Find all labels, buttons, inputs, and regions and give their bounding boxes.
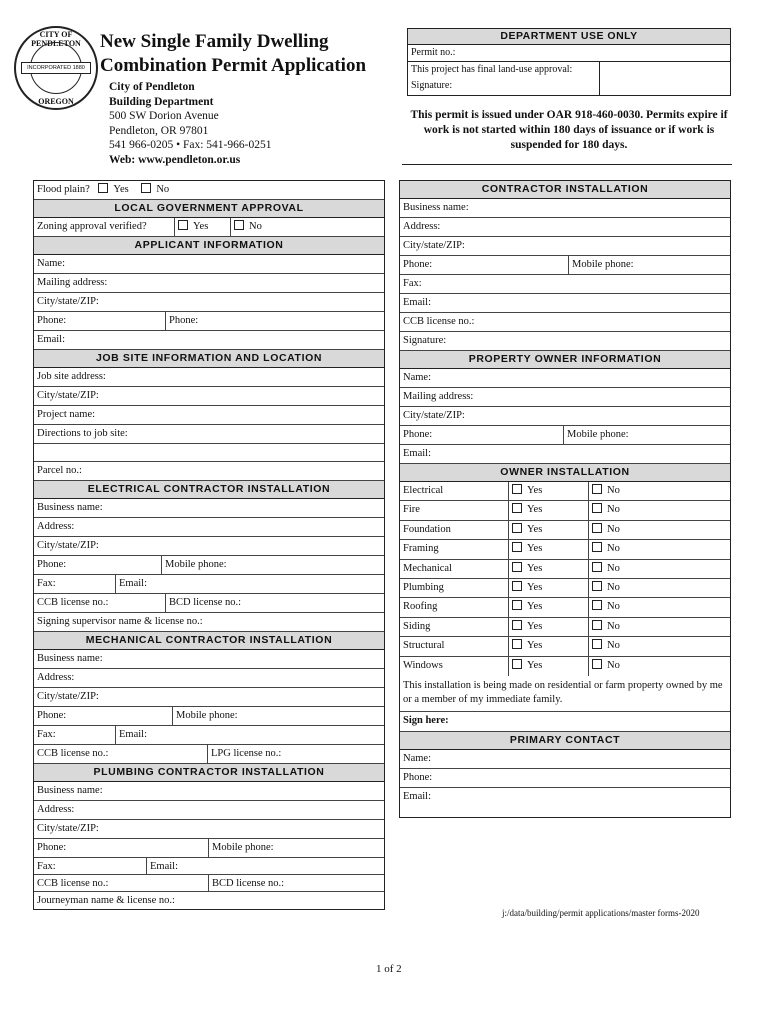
department-name: Building Department [109, 95, 214, 108]
owner-mobile-field[interactable]: Mobile phone: [563, 426, 629, 444]
plumb-journeyman-field[interactable]: Journeyman name & license no.: [37, 895, 175, 906]
owner-sign-here-field[interactable]: Sign here: [400, 712, 730, 732]
form-title [100, 30, 366, 78]
yes-label: Yes [527, 504, 543, 516]
owner-mailing-field[interactable]: Mailing address: [400, 388, 730, 407]
yes-label: Yes [527, 659, 543, 671]
elec-business-field[interactable]: Business name: [34, 499, 384, 518]
owner-install-label: Structural [403, 640, 445, 652]
seal-band: INCORPORATED 1880 [21, 62, 91, 74]
no-label: No [607, 562, 620, 574]
land-use-approval-field[interactable]: This project has final land-use approval: [411, 64, 573, 75]
contr-mobile-field[interactable]: Mobile phone: [568, 256, 634, 274]
phone-fax: 541 966-0205 • Fax: 541-966-0251 [109, 139, 272, 151]
elec-city-field[interactable]: City/state/ZIP: [34, 537, 384, 556]
owner-installation-list [400, 482, 730, 676]
applicant-city-field[interactable]: City/state/ZIP: [34, 293, 384, 312]
owner-install-yes-checkbox[interactable] [512, 503, 522, 513]
owner-install-label: Plumbing [403, 581, 444, 593]
owner-install-label: Siding [403, 620, 431, 632]
elec-phone-field[interactable]: Phone: [37, 559, 67, 570]
mech-business-field[interactable]: Business name: [34, 650, 384, 669]
owner-install-row [400, 521, 730, 540]
owner-install-row [400, 501, 730, 520]
owner-install-no-checkbox[interactable] [592, 523, 602, 533]
flood-no-checkbox[interactable] [141, 183, 151, 193]
parcel-no-field[interactable]: Parcel no.: [34, 462, 384, 481]
elec-fax-field[interactable]: Fax: [37, 578, 56, 589]
plumb-city-field[interactable]: City/state/ZIP: [34, 820, 384, 839]
city-state-zip: Pendleton, OR 97801 [109, 124, 209, 137]
yes-label: Yes [527, 543, 543, 555]
contr-address-field[interactable]: Address: [400, 218, 730, 237]
department-use-heading: DEPARTMENT USE ONLY [408, 29, 730, 45]
plumb-business-field[interactable]: Business name: [34, 782, 384, 801]
directions-field[interactable]: Directions to job site: [34, 425, 384, 444]
owner-install-no-checkbox[interactable] [592, 581, 602, 591]
flood-yes-checkbox[interactable] [98, 183, 108, 193]
plumb-mobile-field[interactable]: Mobile phone: [208, 839, 274, 857]
plumb-fax-field[interactable]: Fax: [37, 861, 56, 872]
permit-no-field[interactable]: Permit no.: [408, 45, 730, 62]
owner-install-row [400, 657, 730, 676]
owner-heading: PROPERTY OWNER INFORMATION [400, 351, 730, 369]
street-address: 500 SW Dorion Avenue [109, 110, 219, 122]
department-use-box [407, 28, 731, 96]
page-number: 1 of 2 [376, 963, 402, 975]
title-line-2: Combination Permit Application [100, 55, 367, 76]
owner-install-yes-checkbox[interactable] [512, 523, 522, 533]
elec-supervisor-field[interactable]: Signing supervisor name & license no.: [34, 613, 384, 632]
no-label: No [607, 620, 620, 632]
owner-name-field[interactable]: Name: [400, 369, 730, 388]
plumb-bcd-field[interactable]: BCD license no.: [208, 875, 284, 891]
owner-install-label: Roofing [403, 601, 438, 613]
dept-signature-field[interactable]: Signature: [411, 80, 453, 91]
owner-install-no-checkbox[interactable] [592, 659, 602, 669]
owner-install-row [400, 579, 730, 598]
elec-email-field[interactable]: Email: [115, 575, 147, 593]
owner-install-yes-checkbox[interactable] [512, 639, 522, 649]
contr-email-field[interactable]: Email: [400, 294, 730, 313]
jobsite-heading: JOB SITE INFORMATION AND LOCATION [34, 350, 384, 368]
no-label: No [607, 601, 620, 613]
zoning-no-checkbox[interactable] [234, 220, 244, 230]
mech-city-field[interactable]: City/state/ZIP: [34, 688, 384, 707]
owner-install-no-checkbox[interactable] [592, 639, 602, 649]
local-government-heading: LOCAL GOVERNMENT APPROVAL [34, 200, 384, 218]
directions-line-2[interactable] [34, 444, 384, 462]
owner-install-no-checkbox[interactable] [592, 484, 602, 494]
divider [402, 164, 732, 165]
owner-installation-heading: OWNER INSTALLATION [400, 464, 730, 482]
applicant-mailing-field[interactable]: Mailing address: [34, 274, 384, 293]
owner-install-label: Mechanical [403, 562, 452, 574]
no-label: No [607, 581, 620, 593]
owner-email-field[interactable]: Email: [400, 445, 730, 464]
primary-contact-heading: PRIMARY CONTACT [400, 732, 730, 750]
applicant-phone2-field[interactable]: Phone: [165, 312, 198, 330]
flood-plain-row: Flood plain? Yes No [34, 181, 384, 200]
zoning-yes-checkbox[interactable] [178, 220, 188, 230]
owner-install-no-checkbox[interactable] [592, 562, 602, 572]
elec-mobile-field[interactable]: Mobile phone: [161, 556, 227, 574]
mech-fax-field[interactable]: Fax: [37, 729, 56, 740]
owner-install-label: Windows [403, 659, 443, 671]
owner-install-no-checkbox[interactable] [592, 542, 602, 552]
primary-name-field[interactable]: Name: [400, 750, 730, 769]
contr-signature-field[interactable]: Signature: [400, 332, 730, 351]
owner-install-yes-checkbox[interactable] [512, 484, 522, 494]
owner-install-row [400, 598, 730, 617]
yes-label: Yes [527, 620, 543, 632]
plumb-phone-field[interactable]: Phone: [37, 842, 67, 853]
owner-install-row [400, 637, 730, 656]
yes-label: Yes [527, 581, 543, 593]
mech-phone-field[interactable]: Phone: [37, 710, 67, 721]
contr-business-field[interactable]: Business name: [400, 199, 730, 218]
owner-install-no-checkbox[interactable] [592, 503, 602, 513]
owner-install-yes-checkbox[interactable] [512, 581, 522, 591]
owner-install-row [400, 482, 730, 501]
file-path-footer: j:/data/building/permit applications/master forms-2020 [502, 908, 700, 918]
owner-install-no-checkbox[interactable] [592, 600, 602, 610]
primary-email-field[interactable]: Email: [403, 790, 431, 802]
yes-label: Yes [527, 601, 543, 613]
contr-city-field[interactable]: City/state/ZIP: [400, 237, 730, 256]
city-address-block [109, 80, 271, 167]
city-name: City of Pendleton [109, 81, 195, 93]
left-column-form [33, 180, 385, 910]
right-column-form [399, 180, 731, 818]
no-label: No [607, 523, 620, 535]
elec-bcd-field[interactable]: BCD license no.: [165, 594, 241, 612]
yes-label: Yes [527, 562, 543, 574]
primary-phone-field[interactable]: Phone: [400, 769, 730, 788]
contr-fax-field[interactable]: Fax: [400, 275, 730, 294]
jobsite-city-field[interactable]: City/state/ZIP: [34, 387, 384, 406]
no-label: No [607, 504, 620, 516]
seal-bottom-text: OREGON [38, 97, 74, 106]
owner-install-yes-checkbox[interactable] [512, 600, 522, 610]
plumb-ccb-field[interactable]: CCB license no.: [37, 878, 109, 889]
no-label: No [607, 659, 620, 671]
seal-top-text: CITY OF PENDLETON [31, 30, 81, 48]
contr-ccb-field[interactable]: CCB license no.: [400, 313, 730, 332]
plumbing-heading: PLUMBING CONTRACTOR INSTALLATION [34, 764, 384, 782]
jobsite-address-field[interactable]: Job site address: [34, 368, 384, 387]
plumb-email-field[interactable]: Email: [146, 858, 178, 874]
yes-label: Yes [527, 640, 543, 652]
electrical-heading: ELECTRICAL CONTRACTOR INSTALLATION [34, 481, 384, 499]
no-label: No [607, 543, 620, 555]
owner-install-yes-checkbox[interactable] [512, 659, 522, 669]
mech-lpg-field[interactable]: LPG license no.: [207, 745, 281, 763]
contractor-heading: CONTRACTOR INSTALLATION [400, 181, 730, 199]
project-name-field[interactable]: Project name: [34, 406, 384, 425]
website: Web: www.pendleton.or.us [109, 153, 241, 166]
applicant-heading: APPLICANT INFORMATION [34, 237, 384, 255]
elec-address-field[interactable]: Address: [34, 518, 384, 537]
owner-install-row [400, 560, 730, 579]
owner-install-yes-checkbox[interactable] [512, 542, 522, 552]
mech-ccb-field[interactable]: CCB license no.: [37, 748, 109, 759]
applicant-name-field[interactable]: Name: [34, 255, 384, 274]
yes-label: Yes [527, 485, 543, 496]
zoning-row: Zoning approval verified? Yes No [34, 218, 384, 237]
owner-install-label: Framing [403, 543, 439, 555]
owner-install-yes-checkbox[interactable] [512, 562, 522, 572]
applicant-phone-field[interactable]: Phone: [37, 315, 67, 326]
plumb-address-field[interactable]: Address: [34, 801, 384, 820]
owner-install-yes-checkbox[interactable] [512, 620, 522, 630]
title-line-1: New Single Family Dwelling [100, 31, 329, 52]
mech-mobile-field[interactable]: Mobile phone: [172, 707, 238, 725]
permit-expiry-notice: This permit is issued under OAR 918-460-0030. Permits expire if work is not started within 180 days of issuance or if work is suspended for 180 days. [410, 109, 728, 151]
owner-install-label: Foundation [403, 523, 451, 535]
city-seal-logo [14, 26, 98, 110]
no-label: No [607, 485, 620, 496]
mech-address-field[interactable]: Address: [34, 669, 384, 688]
yes-label: Yes [527, 523, 543, 535]
contr-phone-field[interactable]: Phone: [403, 259, 433, 270]
owner-statement: This installation is being made on residential or farm property owned by me or a member of my immediate family. [400, 676, 730, 712]
owner-install-row [400, 618, 730, 637]
owner-install-label: Electrical [403, 485, 444, 496]
applicant-email-field[interactable]: Email: [34, 331, 384, 350]
owner-install-no-checkbox[interactable] [592, 620, 602, 630]
no-label: No [607, 640, 620, 652]
mech-email-field[interactable]: Email: [115, 726, 147, 744]
elec-ccb-field[interactable]: CCB license no.: [37, 597, 109, 608]
mechanical-heading: MECHANICAL CONTRACTOR INSTALLATION [34, 632, 384, 650]
owner-install-label: Fire [403, 504, 420, 516]
owner-phone-field[interactable]: Phone: [403, 429, 433, 440]
owner-city-field[interactable]: City/state/ZIP: [400, 407, 730, 426]
owner-install-row [400, 540, 730, 559]
